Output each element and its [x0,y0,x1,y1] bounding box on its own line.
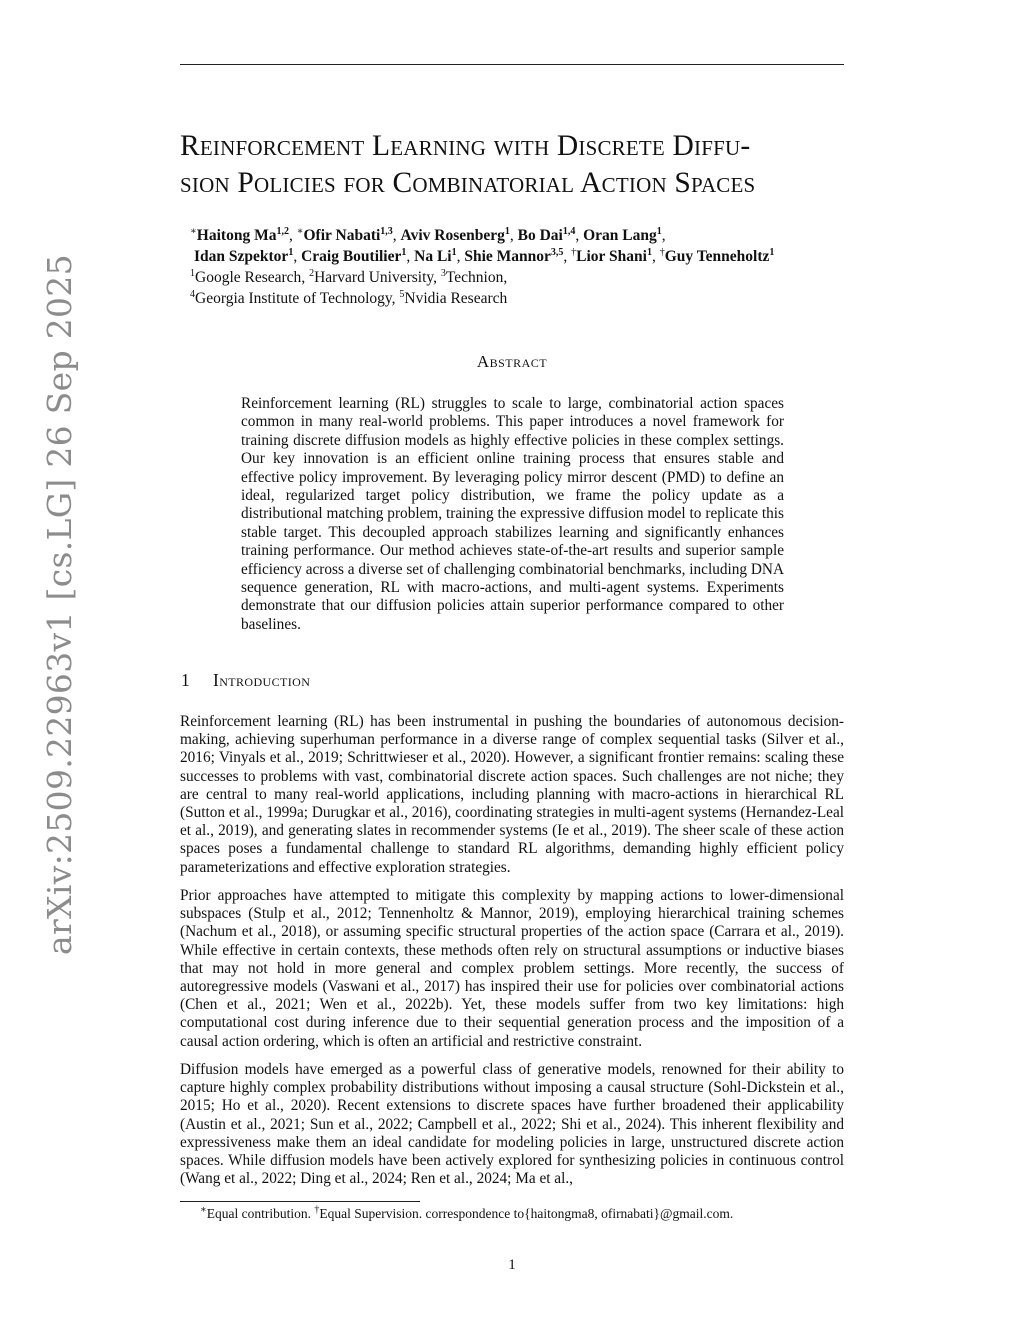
section-heading [181,670,310,691]
author-item: ∗Ofir Nabati$^{1,3}$, [296,225,401,244]
affiliation-item: $^4$Georgia Institute of Technology, [190,288,400,307]
author-item: Shie Mannor$^{3,5}$, [464,246,572,265]
title-line-1: Reinforcement Learning with Discrete Diffu- [180,130,751,162]
author-line-2 [190,246,850,267]
affiliation-item: $^1$Google Research, [190,267,310,286]
affiliation-line-2 [190,288,850,309]
affiliation-item: $^2$Harvard University, [309,267,441,286]
affiliation-line-1 [190,267,850,288]
title-line-2: sion Policies for Combinatorial Action Spaces [180,167,756,199]
footnote-rule [180,1201,420,1202]
affiliation-item: $^3$Technion, [440,267,508,286]
author-item: Na Li$^1$, [414,246,465,265]
author-item: Aviv Rosenberg$^1$, [400,225,518,244]
arxiv-identifier-stamp: arXiv:2509.22963v1 [cs.LG] 26 Sep 2025 [40,254,79,955]
author-item: Idan Szpektor$^1$, [194,246,302,265]
author-item: †Guy Tenneholtz$^1$ [659,246,775,265]
intro-paragraph: Reinforcement learning (RL) has been instrumental in pushing the boundaries of autonomous decision-making, achieving superhuman performance in a diverse range of complex sequential tasks (Silver et al., 2016; Vinyals et al., 2019; Schrittwieser et al., 2020). However, a significant frontier remains: scaling these successes to problems with vast, combinatorial discrete action spaces. Such challenges are not niche; they are central to many real-world applications, including planning with macro-actions in hierarchical RL (Sutton et al., 1999a; Durugkar et al., 2016), coordinating strategies in multi-agent systems (Hernandez-Leal et al., 2019), and generating slates in recommender systems (Ie et al., 2019). The sheer scale of these action spaces poses a fundamental challenge to standard RL algorithms, demanding highly efficient policy parameterizations and effective exploration strategies. [180,713,844,876]
author-item: ∗Haitong Ma$^{1,2}$, [190,225,297,244]
intro-paragraph: Prior approaches have attempted to mitigate this complexity by mapping actions to lower-dimensional subspaces (Stulp et al., 2012; Tennenholtz & Mannor, 2019), employing hierarchical training schemes (Nachum et al., 2018), or assuming specific structural properties of the action space (Carrara et al., 2019). While effective in certain contexts, these methods often rely on structural assumptions or inductive biases that may not hold in more general and complex problem settings. More recently, the success of autoregressive models (Vaswani et al., 2017) has inspired their use for policies over combinatorial actions (Chen et al., 2021; Wen et al., 2022b). Yet, these models suffer from two key limitations: high computational cost during inference due to their sequential generation process and the imposition of a causal action ordering, which is often an artificial and restrictive constraint. [180,887,844,1050]
intro-paragraph: Diffusion models have emerged as a powerful class of generative models, renowned for their ability to capture highly complex probability distributions without imposing a causal structure (Sohl-Dickstein et al., 2015; Ho et al., 2020). Recent extensions to discrete spaces have further broadened their applicability (Austin et al., 2021; Sun et al., 2022; Campbell et al., 2022; Shi et al., 2024). This inherent flexibility and expressiveness make them an ideal candidate for modeling policies in large, unstructured discrete action spaces. While diffusion models have been actively explored for synthesizing policies in continuous control (Wang et al., 2022; Ding et al., 2024; Ren et al., 2024; Ma et al., [180,1061,844,1188]
author-block [190,225,850,309]
top-rule [180,64,844,65]
section-title: Introduction [213,670,311,690]
author-item: Oran Lang$^1$, [583,225,666,244]
author-item: Craig Boutilier$^1$, [301,246,415,265]
footnote: ∗Equal contribution. †Equal Supervision. correspondence to{haitongma8, ofirnabati}@gmail.com. [200,1204,734,1221]
page-number: 1 [508,1257,516,1273]
abstract-text: Reinforcement learning (RL) struggles to scale to large, combinatorial action spaces common in many real-world problems. This paper introduces a novel framework for training discrete diffusion models as highly effective policies in these complex settings. Our key innovation is an efficient online training process that ensures stable and effective policy improvement. By leveraging policy mirror descent (PMD) to define an ideal, regularized target policy distribution, we frame the policy update as a distributional matching problem, training the expressive diffusion model to replicate this stable target. This decoupled approach stabilizes learning and significantly enhances training performance. Our method achieves state-of-the-art results and superior sample efficiency across a diverse set of challenging combinatorial benchmarks, including DNA sequence generation, RL with macro-actions, and multi-agent systems. Experiments demonstrate that our diffusion policies attain superior performance compared to other baselines. [241,395,785,633]
paper-title [180,128,844,202]
section-number: 1 [181,670,191,690]
author-item: Bo Dai$^{1,4}$, [517,225,584,244]
author-line-1 [190,225,850,246]
author-item: †Lior Shani$^1$, [571,246,660,265]
abstract-heading: Abstract [476,352,548,371]
affiliation-item: $^5$Nvidia Research [399,288,508,307]
